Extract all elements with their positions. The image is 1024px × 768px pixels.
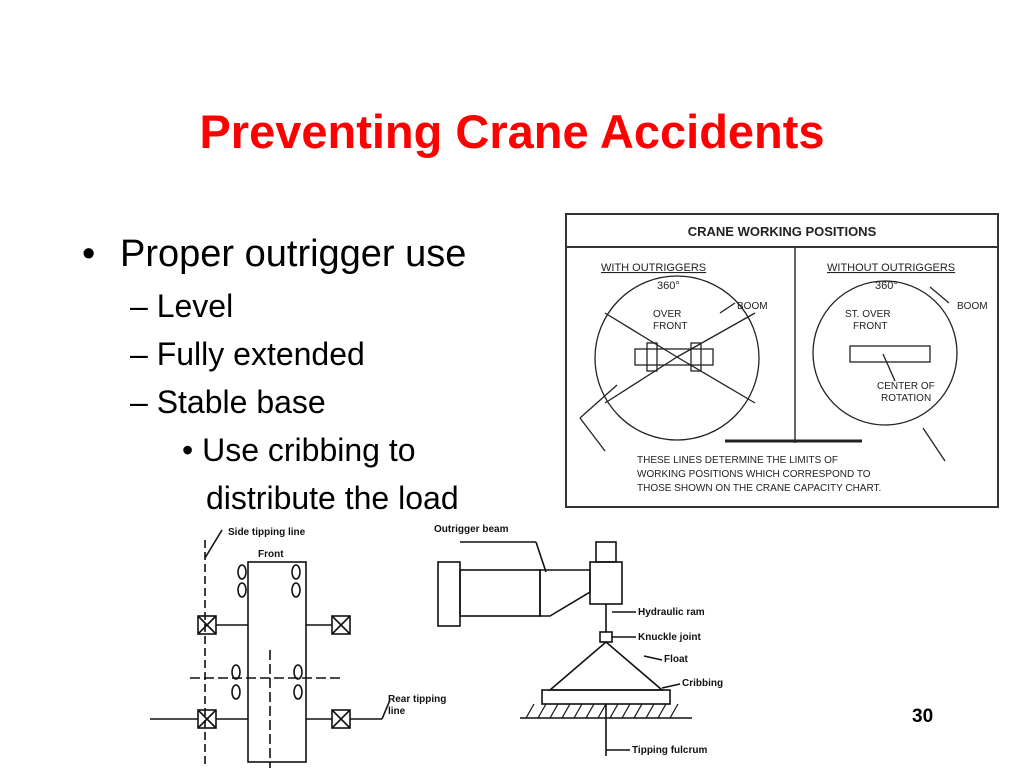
center-of-rotation-label-1: CENTER OF (877, 381, 935, 392)
figure-header: CRANE WORKING POSITIONS (687, 224, 877, 239)
side-tipping-line-label: Side tipping line (228, 527, 306, 538)
slide-title: Preventing Crane Accidents (199, 105, 825, 158)
with-outriggers-label: WITH OUTRIGGERS (601, 262, 707, 274)
over-front-label-2: FRONT (653, 321, 688, 332)
boom-label-left: BOOM (737, 301, 768, 312)
st-over-front-label-2: FRONT (853, 321, 888, 332)
angle-label-left: 360° (657, 280, 680, 292)
tipping-fulcrum-label: Tipping fulcrum (632, 745, 708, 756)
sub-bullet-fully-extended: – Fully extended (130, 336, 365, 372)
front-label: Front (258, 549, 284, 560)
sub-bullet-stable-base: – Stable base (130, 384, 326, 420)
caption-line-3: THOSE SHOWN ON THE CRANE CAPACITY CHART. (637, 483, 882, 494)
slide-number: 30 (912, 706, 934, 727)
outrigger-detail-figure (430, 520, 770, 768)
st-over-front-label-1: ST. OVER (845, 309, 891, 320)
bullet-dot: • (82, 233, 96, 275)
outrigger-plan-figure (150, 520, 447, 768)
caption-line-2: WORKING POSITIONS WHICH CORRESPOND TO (637, 469, 871, 480)
sub-bullet-level: – Level (130, 288, 234, 324)
sub-sub-bullet-cribbing: • Use cribbing to (182, 432, 416, 468)
float-label: Float (664, 654, 688, 665)
bullet-text: Proper outrigger use (120, 233, 467, 275)
knuckle-joint-label: Knuckle joint (638, 632, 701, 643)
boom-label-right: BOOM (957, 301, 988, 312)
center-of-rotation-label-2: ROTATION (881, 393, 932, 404)
without-outriggers-label: WITHOUT OUTRIGGERS (827, 262, 956, 274)
caption-line-1: THESE LINES DETERMINE THE LIMITS OF (637, 455, 838, 466)
rear-tipping-label-1: Rear tipping (388, 694, 447, 705)
crane-working-positions-figure (565, 213, 999, 508)
hydraulic-ram-label: Hydraulic ram (638, 607, 705, 618)
over-front-label-1: OVER (653, 309, 682, 320)
cribbing-label: Cribbing (682, 678, 724, 689)
rear-tipping-label-2: line (388, 706, 406, 717)
outrigger-beam-label: Outrigger beam (434, 524, 509, 535)
angle-label-right: 360° (875, 280, 898, 292)
sub-sub-bullet-cribbing-cont: distribute the load (206, 480, 459, 516)
